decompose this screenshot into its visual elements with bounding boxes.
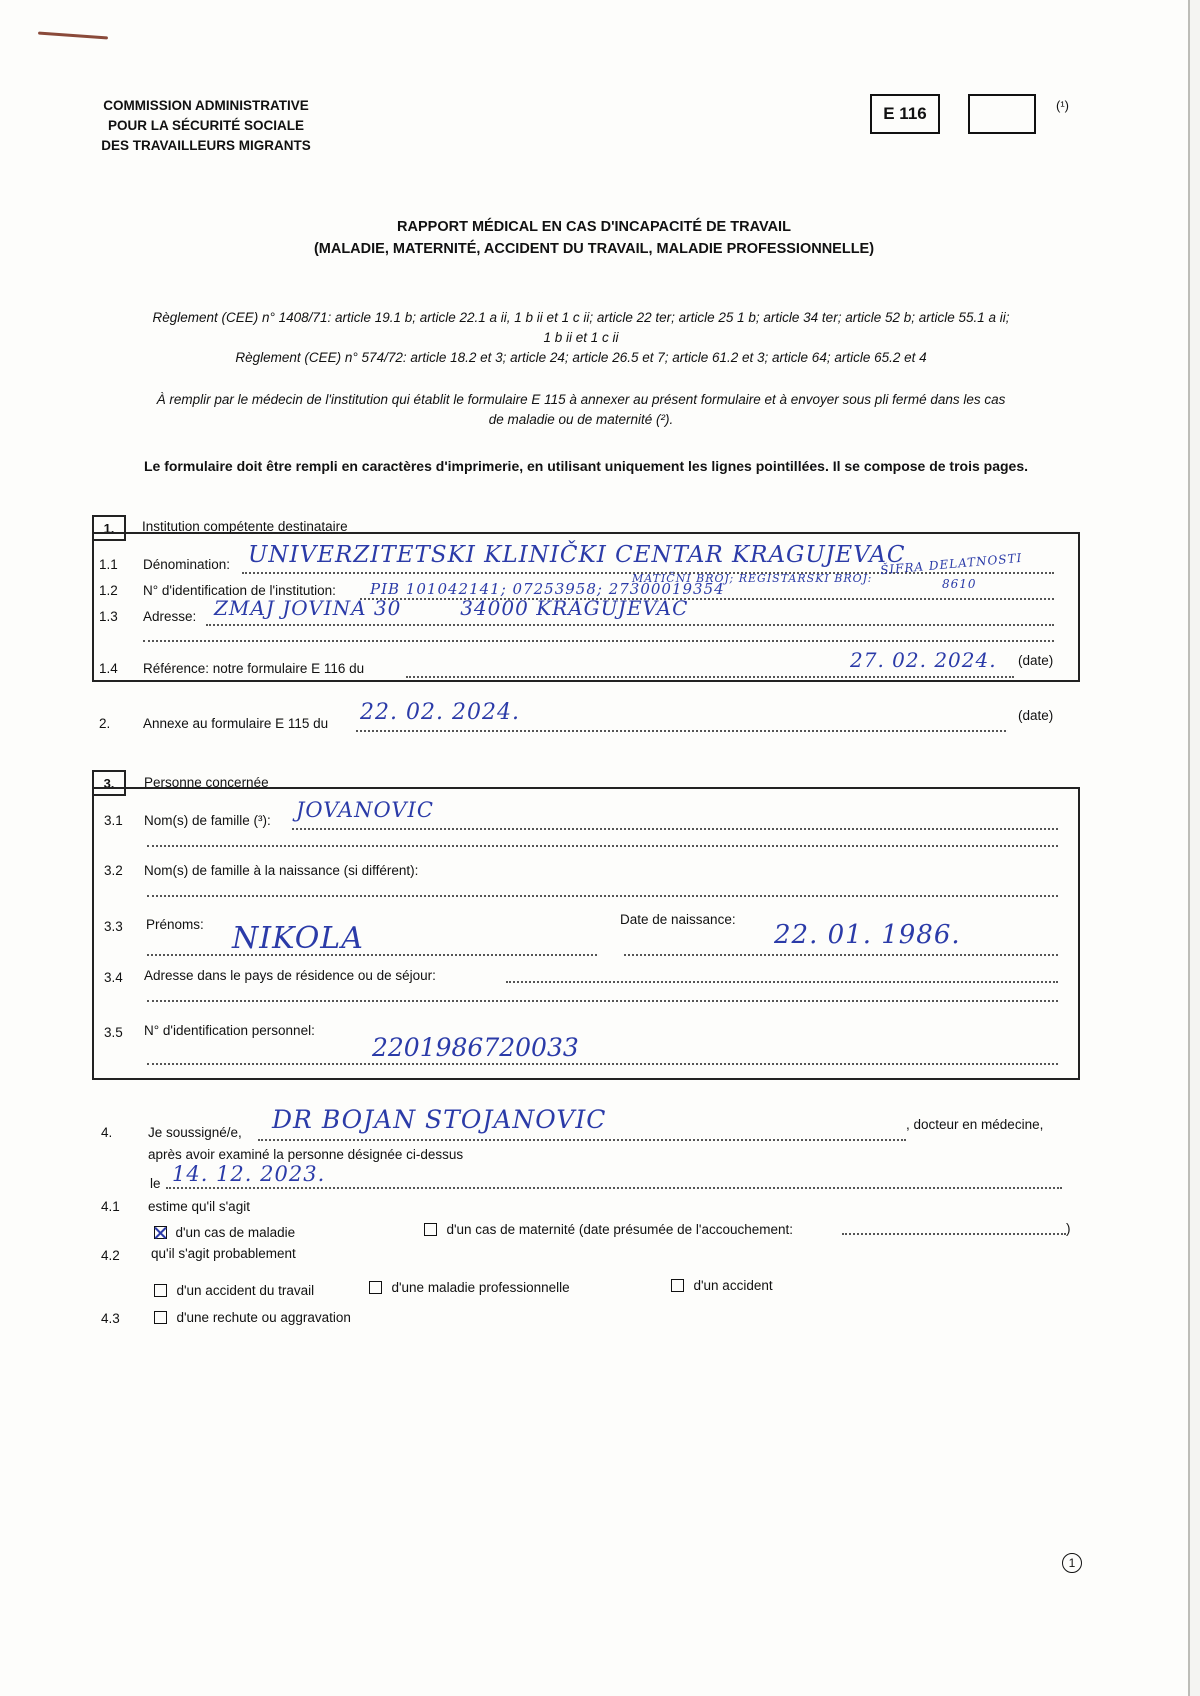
- footnote-marker: (¹): [1056, 98, 1069, 113]
- occupational-disease-label: d'une maladie professionnelle: [391, 1280, 570, 1295]
- exam-date-value[interactable]: 14. 12. 2023.: [172, 1162, 326, 1186]
- address-label: Adresse:: [143, 609, 197, 624]
- institution-id-label: N° d'identification de l'institution:: [143, 583, 336, 598]
- maternity-label: d'un cas de maternité (date présumée de l'accouchement:: [446, 1222, 794, 1237]
- illness-label: d'un cas de maladie: [175, 1225, 296, 1240]
- first-name-label: Prénoms:: [146, 917, 204, 932]
- relapse-row[interactable]: [154, 1309, 351, 1327]
- field-number: 3.3: [104, 919, 123, 934]
- stray-pen-mark: [38, 32, 108, 40]
- commission-line: POUR LA SÉCURITÉ SOCIALE: [107, 118, 304, 133]
- address-line-2[interactable]: [143, 640, 1054, 642]
- field-number: 1.2: [99, 583, 118, 598]
- instruction-line: À remplir par le médecin de l'institution qui établit le formulaire E 115 à annexer au présent formulaire et à envoyer sous pli fermé dans les cas: [156, 392, 1006, 407]
- section-3-title: Personne concernée: [144, 775, 269, 790]
- field-number: 1.4: [99, 661, 118, 676]
- occupational-disease-checkbox[interactable]: [369, 1281, 382, 1294]
- reference-date-value[interactable]: 27. 02. 2024.: [850, 648, 997, 672]
- residence-line-2[interactable]: [147, 1000, 1058, 1002]
- residence-label: Adresse dans le pays de résidence ou de séjour:: [144, 968, 436, 983]
- regulation-574: Règlement (CEE) n° 574/72: article 18.2 et 3; article 24; article 26.5 et 7; article 61.2 et 3; article 64; article 65.2 et 4: [235, 350, 927, 365]
- form-title: RAPPORT MÉDICAL EN CAS D'INCAPACITÉ DE TRAVAIL: [397, 219, 791, 235]
- section-1-number: 1.: [92, 515, 126, 541]
- birth-date-line: [624, 954, 1058, 956]
- institution-id-value[interactable]: PIB 101042141; 07253958; 27300019354: [370, 580, 725, 598]
- maternity-checkbox[interactable]: [424, 1223, 437, 1236]
- accident-checkbox[interactable]: [671, 1279, 684, 1292]
- date-suffix: (date): [1018, 653, 1054, 668]
- registry-label: MATIČNI BROJ; REGISTARSKI BROJ:: [632, 572, 873, 585]
- relapse-label: d'une rechute ou aggravation: [176, 1310, 351, 1325]
- field-number: 1.3: [99, 609, 118, 624]
- probable-label: qu'il s'agit probablement: [151, 1246, 296, 1261]
- birth-surname-line[interactable]: [147, 895, 1058, 897]
- regulation-1408: [86, 308, 1076, 348]
- exam-date-line: [166, 1187, 1062, 1189]
- filling-instructions: [86, 390, 1076, 430]
- surname-label: Nom(s) de famille (³):: [144, 813, 271, 828]
- annex-line: [356, 730, 1006, 732]
- illness-checkbox[interactable]: [154, 1226, 167, 1239]
- section-4-number: 4.: [101, 1125, 113, 1140]
- estimate-label: estime qu'il s'agit: [148, 1199, 250, 1214]
- undersigned-label: Je soussigné/e,: [148, 1125, 242, 1140]
- birth-surname-label: Nom(s) de famille à la naissance (si différent):: [144, 863, 419, 878]
- denomination-value[interactable]: UNIVERZITETSKI KLINIČKI CENTAR KRAGUJEVAC: [248, 542, 906, 568]
- commission-line: DES TRAVAILLEURS MIGRANTS: [101, 138, 311, 153]
- surname-line: [292, 828, 1058, 830]
- field-number: 3.1: [104, 813, 123, 828]
- work-accident-checkbox[interactable]: [154, 1284, 167, 1297]
- instruction-line: de maladie ou de maternité (²).: [488, 412, 674, 427]
- residence-line: [506, 981, 1058, 983]
- doctor-suffix: , docteur en médecine,: [906, 1117, 1044, 1132]
- occupational-disease-row[interactable]: [369, 1279, 570, 1297]
- reference-label: Référence: notre formulaire E 116 du: [143, 661, 365, 676]
- field-number: 3.2: [104, 863, 123, 878]
- personal-id-label: N° d'identification personnel:: [144, 1023, 315, 1038]
- annex-date-value[interactable]: 22. 02. 2024.: [360, 700, 520, 725]
- field-number: 4.3: [101, 1311, 120, 1326]
- form-subtitle: (MALADIE, MATERNITÉ, ACCIDENT DU TRAVAIL, MALADIE PROFESSIONNELLE): [313, 241, 875, 257]
- exam-date-prefix: le: [150, 1176, 161, 1191]
- delivery-date-line[interactable]: [842, 1233, 1066, 1235]
- maternity-checkbox-row[interactable]: [424, 1221, 793, 1239]
- personal-id-line: [147, 1063, 1058, 1065]
- country-code-box[interactable]: [968, 94, 1036, 134]
- activity-code-label: ŠIFRA DELATNOSTI: [879, 550, 1023, 578]
- surname-value[interactable]: JOVANOVIC: [296, 798, 434, 822]
- commission-line: COMMISSION ADMINISTRATIVE: [103, 98, 309, 113]
- field-number: 3.5: [104, 1025, 123, 1040]
- regulation-line: Règlement (CEE) n° 1408/71: article 19.1 b; article 22.1 a ii, 1 b ii et 1 c ii; article 22 ter; article 25 1 b; article 34 ter; article 52 b; article 55.1 a ii;: [152, 310, 1010, 325]
- accident-row[interactable]: [671, 1277, 773, 1295]
- first-name-value[interactable]: NIKOLA: [232, 921, 364, 956]
- annex-label: Annexe au formulaire E 115 du: [143, 716, 329, 731]
- field-number: 4.2: [101, 1248, 120, 1263]
- maternity-closing: ): [1066, 1221, 1071, 1236]
- relapse-checkbox[interactable]: [154, 1311, 167, 1324]
- print-instructions: Le formulaire doit être rempli en caractères d'imprimerie, en utilisant uniquement les lignes pointillées. Il se compose de trois pages.: [143, 458, 1029, 474]
- regulation-line: 1 b ii et 1 c ii: [543, 330, 619, 345]
- work-accident-label: d'un accident du travail: [176, 1283, 315, 1298]
- first-name-line: [147, 954, 597, 956]
- birth-date-value[interactable]: 22. 01. 1986.: [774, 920, 961, 950]
- section-1-title: Institution compétente destinataire: [142, 519, 348, 534]
- page-number: 1: [1062, 1553, 1082, 1573]
- examined-label: après avoir examiné la personne désignée ci-dessus: [148, 1147, 464, 1162]
- surname-line-2[interactable]: [147, 845, 1058, 847]
- birth-date-label: Date de naissance:: [620, 912, 736, 927]
- personal-id-value[interactable]: 2201986720033: [372, 1033, 579, 1062]
- commission-header: [86, 96, 326, 156]
- address-line: [206, 624, 1054, 626]
- doctor-name-line: [258, 1139, 906, 1141]
- section-2-number: 2.: [99, 716, 111, 731]
- accident-label: d'un accident: [693, 1278, 773, 1293]
- section-3-number: 3.: [92, 770, 126, 796]
- activity-code-value[interactable]: 8610: [942, 577, 977, 591]
- field-number: 1.1: [99, 557, 118, 572]
- field-number: 3.4: [104, 970, 123, 985]
- doctor-name-value[interactable]: DR BOJAN STOJANOVIC: [272, 1105, 607, 1134]
- date-suffix: (date): [1018, 708, 1054, 723]
- denomination-label: Dénomination:: [143, 557, 231, 572]
- reference-line: [406, 676, 1014, 678]
- illness-checkbox-row[interactable]: [154, 1224, 295, 1242]
- work-accident-row[interactable]: [154, 1282, 314, 1300]
- field-number: 4.1: [101, 1199, 120, 1214]
- address-value[interactable]: ZMAJ JOVINA 30 34000 KRAGUJEVAC: [214, 596, 689, 620]
- form-code-box: E 116: [870, 94, 940, 134]
